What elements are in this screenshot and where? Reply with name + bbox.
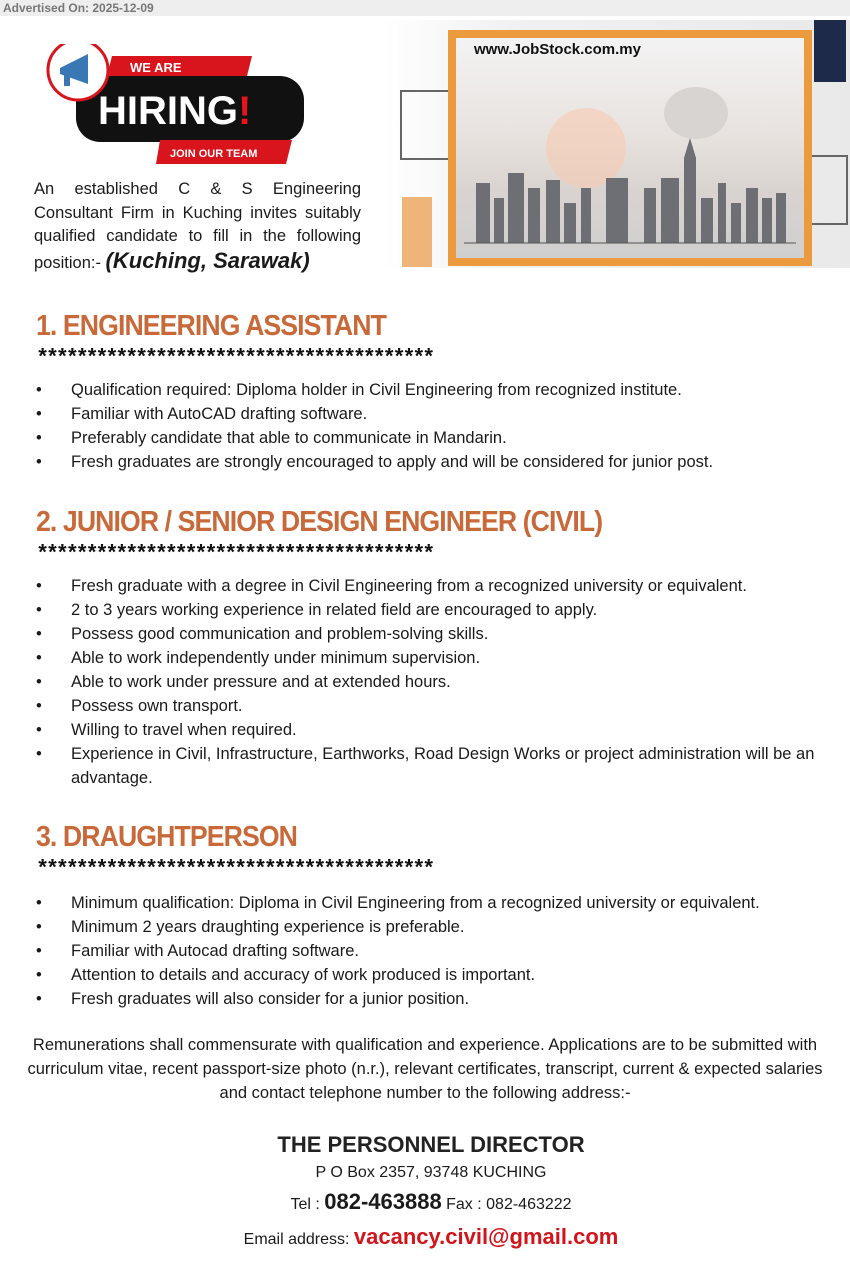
requirements-list — [36, 574, 826, 790]
remuneration-text: Remunerations shall commensurate with qualification and experience. Applications are to be submitted with curriculum vitae, recent passport-size photo (n.r.), relevant certificates, transcript, current & expected salaries and contact telephone number to the following address:- — [27, 1036, 823, 1102]
contact-address: P O Box 2357, 93748 KUCHING — [315, 1164, 547, 1181]
list-item: • Fresh graduates are strongly encouraged to apply and will be considered for junior post. — [36, 450, 826, 474]
contact-email: Email address: vacancy.civil@gmail.com — [243, 1224, 619, 1249]
advertised-date: Advertised On: 2025-12-09 — [0, 0, 850, 16]
position-title: 3. DRAUGHTPERSON — [36, 821, 298, 853]
list-item: • Willing to travel when required. — [36, 718, 826, 742]
fax-number: 082-463222 — [486, 1196, 572, 1213]
contact-director: THE PERSONNEL DIRECTOR — [277, 1132, 585, 1157]
hero-image-frame — [448, 30, 812, 266]
list-item: • Fresh graduates will also consider for a junior position. — [36, 987, 826, 1011]
list-item: • Familiar with Autocad drafting software. — [36, 939, 826, 963]
telephone-number[interactable]: 082-463888 — [324, 1189, 442, 1214]
requirements-list — [36, 891, 826, 1011]
list-item: • Possess own transport. — [36, 694, 826, 718]
list-item: • Attention to details and accuracy of work produced is important. — [36, 963, 826, 987]
list-item: • Preferably candidate that able to communicate in Mandarin. — [36, 426, 826, 450]
decorative-navy-block — [814, 20, 846, 82]
city-skyline-image — [456, 38, 804, 258]
contact-phone: Tel : 082-463888 Fax : 082-463222 — [290, 1189, 572, 1214]
intro-text: An established C & S Engineering Consultant Firm in Kuching invites suitably qualified candidate to fill in the following position:- (Kuching, Sarawak) — [34, 180, 361, 273]
list-item: • Minimum qualification: Diploma in Civil Engineering from a recognized university or equivalent. — [36, 891, 826, 915]
list-item: • Able to work independently under minimum supervision. — [36, 646, 826, 670]
separator-stars: **************************************** — [36, 857, 433, 882]
svg-text:JOIN OUR TEAM: JOIN OUR TEAM — [170, 148, 258, 160]
contact-block — [0, 1130, 850, 1256]
list-item: • Fresh graduate with a degree in Civil Engineering from a recognized university or equivalent. — [36, 574, 826, 598]
list-item: • Familiar with AutoCAD drafting software. — [36, 402, 826, 426]
position-title: 1. ENGINEERING ASSISTANT — [36, 310, 387, 342]
list-item: • Possess good communication and problem-solving skills. — [36, 622, 826, 646]
decorative-orange-block — [402, 197, 432, 267]
svg-text:WE ARE: WE ARE — [130, 60, 182, 75]
list-item: • Able to work under pressure and at extended hours. — [36, 670, 826, 694]
list-item: • Qualification required: Diploma holder in Civil Engineering from recognized institute. — [36, 378, 826, 402]
separator-stars: **************************************** — [36, 542, 433, 567]
position-title: 2. JUNIOR / SENIOR DESIGN ENGINEER (CIVIL) — [36, 506, 603, 538]
svg-text:HIRING!: HIRING! — [98, 89, 252, 133]
website-label: www.JobStock.com.my — [474, 41, 641, 58]
requirements-list — [36, 378, 826, 474]
list-item: • Experience in Civil, Infrastructure, Earthworks, Road Design Works or project administration will be an advantage. — [36, 742, 826, 790]
list-item: • 2 to 3 years working experience in related field are encouraged to apply. — [36, 598, 826, 622]
separator-stars: **************************************** — [36, 346, 433, 371]
location: (Kuching, Sarawak) — [105, 247, 310, 273]
list-item: • Minimum 2 years draughting experience is preferable. — [36, 915, 826, 939]
we-are-hiring-logo — [42, 44, 307, 168]
email-link[interactable]: vacancy.civil@gmail.com — [353, 1224, 619, 1249]
